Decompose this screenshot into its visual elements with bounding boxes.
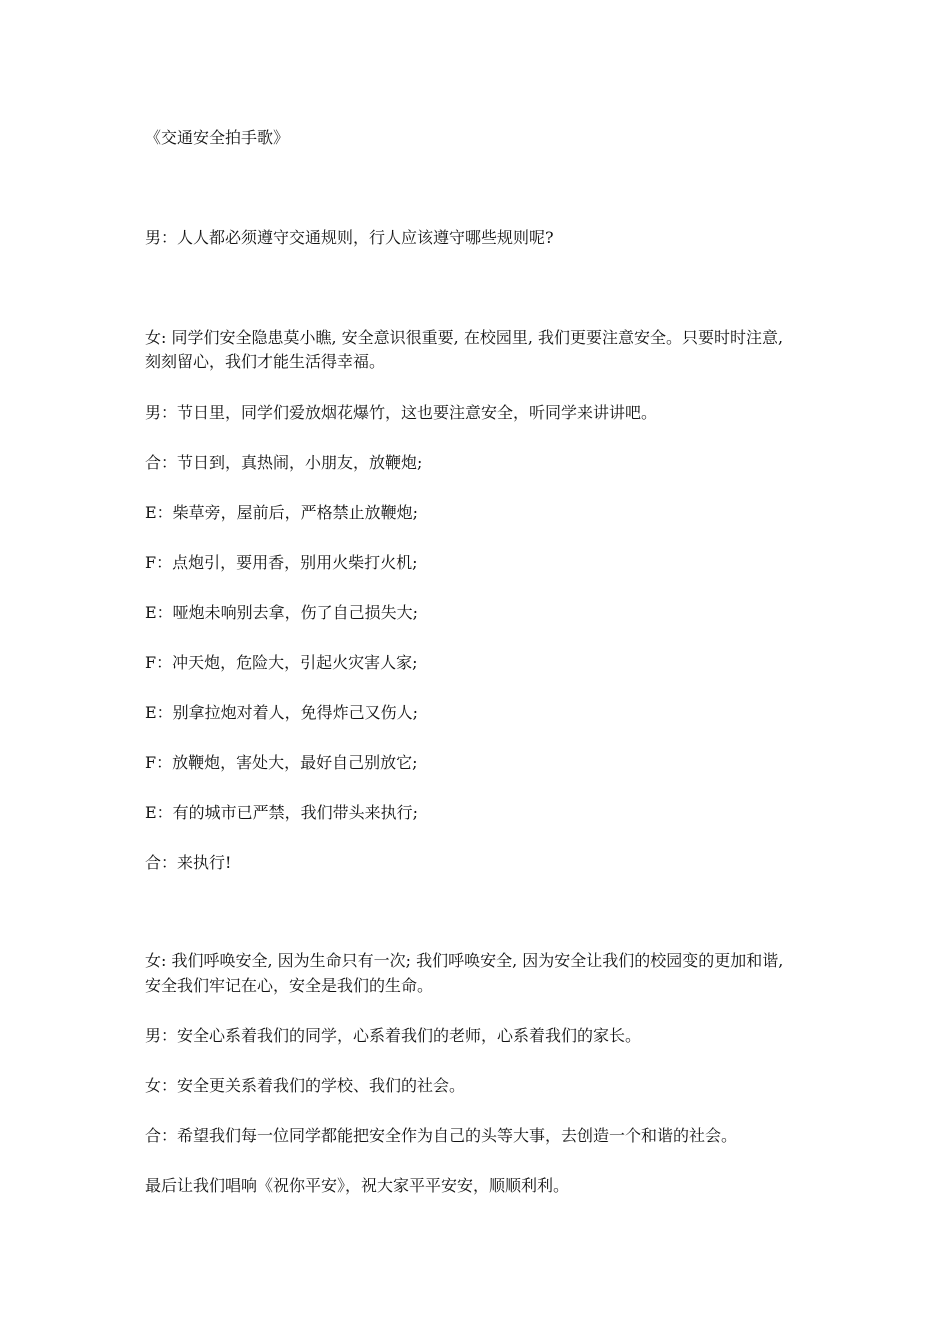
dialogue-line: F：冲天炮，危险大，引起火灾害人家; (145, 653, 418, 672)
dialogue-line: 合：来执行! (145, 853, 232, 872)
dialogue-line: F：点炮引，要用香，别用火柴打火机; (145, 553, 418, 572)
dialogue-line: 女：安全更关系着我们的学校、我们的社会。 (145, 1076, 466, 1095)
dialogue-line: 男：人人都必须遵守交通规则，行人应该遵守哪些规则呢? (145, 228, 554, 247)
dialogue-line: 最后让我们唱响《祝你平安》，祝大家平平安安，顺顺利利。 (145, 1176, 570, 1195)
dialogue-line: 合：希望我们每一位同学都能把安全作为自己的头等大事，去创造一个和谐的社会。 (145, 1126, 738, 1145)
dialogue-line: 女: 同学们安全隐患莫小瞧, 安全意识很重要, 在校园里, 我们更要注意安全。只要时时注意, (145, 328, 784, 347)
dialogue-line: 刻刻留心，我们才能生活得幸福。 (145, 352, 386, 371)
dialogue-line: 合：节日到，真热闹，小朋友，放鞭炮; (145, 453, 423, 472)
dialogue-line: E：柴草旁，屋前后，严格禁止放鞭炮; (145, 503, 419, 522)
dialogue-line: 女: 我们呼唤安全, 因为生命只有一次; 我们呼唤安全, 因为安全让我们的校园变的更加和谐, (145, 951, 784, 970)
dialogue-line: 男：节日里，同学们爱放烟花爆竹，这也要注意安全，听同学来讲讲吧。 (145, 403, 658, 422)
dialogue-line: E：有的城市已严禁，我们带头来执行; (145, 803, 419, 822)
dialogue-line: E：哑炮未响别去拿，伤了自己损失大; (145, 603, 419, 622)
document-title: 《交通安全拍手歌》 (145, 128, 290, 147)
dialogue-line: F：放鞭炮，害处大，最好自己别放它; (145, 753, 418, 772)
dialogue-line: 安全我们牢记在心，安全是我们的生命。 (145, 976, 434, 995)
dialogue-line: E：别拿拉炮对着人，免得炸己又伤人; (145, 703, 419, 722)
dialogue-line: 男：安全心系着我们的同学，心系着我们的老师，心系着我们的家长。 (145, 1026, 642, 1045)
